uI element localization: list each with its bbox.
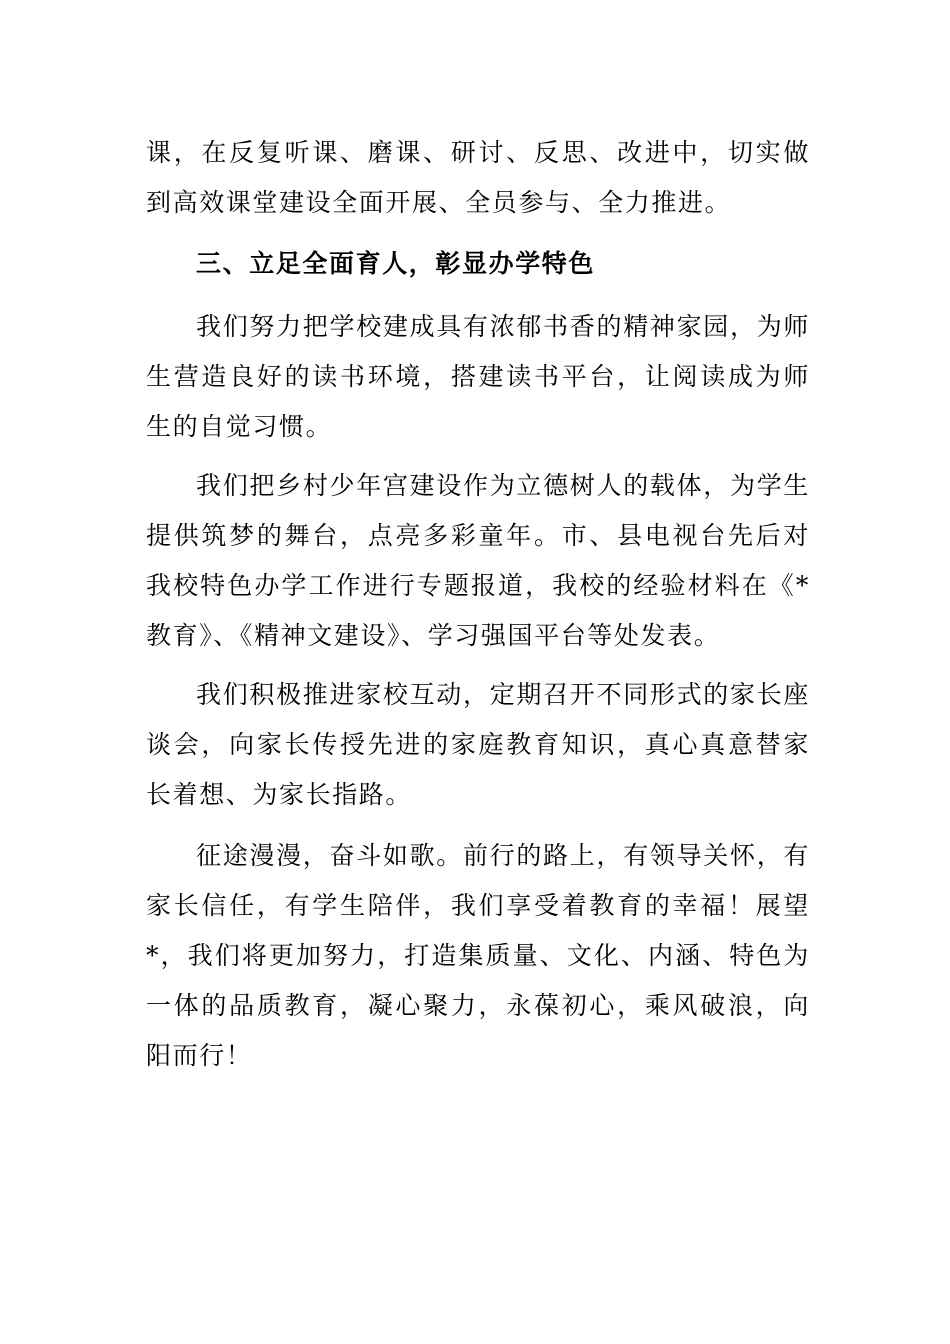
paragraph-block-4 <box>146 831 810 1081</box>
section-heading: 三、立足全面育人，彰显办学特色 <box>196 249 596 278</box>
continuation-paragraph: 课，在反复听课、磨课、研讨、反思、改进中，切实做到高效课堂建设全面开展、全员参与、全力推进。 <box>146 138 810 217</box>
paragraph-block-2 <box>146 461 810 661</box>
section-heading-block <box>146 239 810 289</box>
paragraph-block-1 <box>146 302 810 452</box>
body-paragraph: 我们积极推进家校互动，定期召开不同形式的家长座谈会，向家长传授先进的家庭教育知识，真心真意替家长着想、为家长指路。 <box>146 680 810 809</box>
paragraph-block-3 <box>146 670 810 820</box>
body-paragraph: 我们把乡村少年宫建设作为立德树人的载体，为学生提供筑梦的舞台，点亮多彩童年。市、县电视台先后对我校特色办学工作进行专题报道，我校的经验材料在《*教育》、《精神文建设》、学习强国平台等处发表。 <box>146 471 810 650</box>
body-paragraph: 我们努力把学校建成具有浓郁书香的精神家园，为师生营造良好的读书环境，搭建读书平台，让阅读成为师生的自觉习惯。 <box>146 312 810 441</box>
body-paragraph: 征途漫漫，奋斗如歌。前行的路上，有领导关怀，有家长信任，有学生陪伴，我们享受着教育的幸福！展望*，我们将更加努力，打造集质量、文化、内涵、特色为一体的品质教育，凝心聚力，永葆初心，乘风破浪，向阳而行！ <box>146 841 810 1070</box>
continuation-block <box>146 128 810 228</box>
